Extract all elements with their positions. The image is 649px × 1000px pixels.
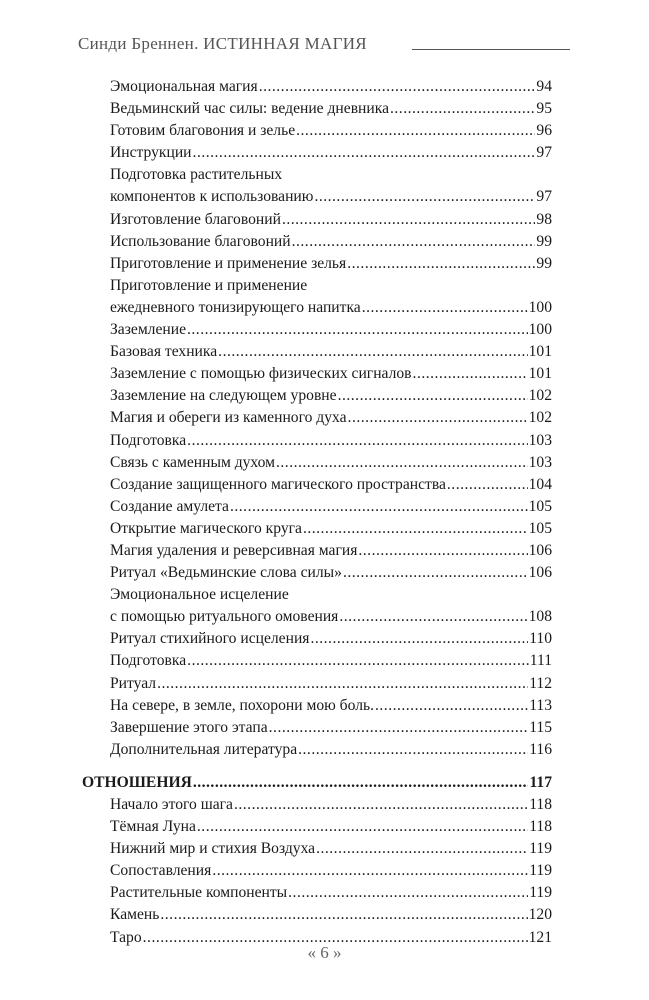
toc-entry-title: Готовим благовония и зелье <box>110 122 296 140</box>
toc-entry-page-number: 119 <box>529 862 552 880</box>
section-title: ОТНОШЕНИЯ <box>82 773 192 791</box>
toc-entry[interactable] <box>110 142 552 164</box>
toc-entry-title-line1: Эмоциональное исцеление <box>110 586 289 604</box>
dot-leader <box>193 142 536 164</box>
toc-entry[interactable] <box>110 474 552 496</box>
dot-leader <box>339 606 527 628</box>
toc-entry[interactable] <box>110 717 552 739</box>
toc-entry-page-number: 103 <box>528 453 552 471</box>
toc-entry[interactable] <box>110 650 552 672</box>
dot-leader <box>193 772 529 794</box>
toc-entry[interactable] <box>110 838 552 860</box>
toc-entry-page-number: 104 <box>528 475 552 493</box>
toc-entry-title: Открытие магического круга <box>110 519 302 537</box>
toc-entry[interactable] <box>110 407 552 429</box>
toc-entry-title: Создание защищенного магического пространства <box>110 475 446 493</box>
toc-entry[interactable] <box>110 816 552 838</box>
dot-leader <box>234 794 528 816</box>
dot-leader <box>310 628 528 650</box>
toc-entry-page-number: 97 <box>536 144 552 162</box>
toc-entry-title: Приготовление и применение зелья <box>110 254 347 272</box>
dot-leader <box>447 474 528 496</box>
dot-leader <box>230 496 528 518</box>
toc-entry-title: Камень <box>110 906 160 924</box>
toc-entry-title: Таро <box>110 928 142 946</box>
toc-entry-title: Подготовка <box>110 652 187 670</box>
toc-entries-part-1 <box>110 76 552 761</box>
toc-entry-title: Эмоциональная магия <box>110 78 258 95</box>
toc-entry-title: Растительные компоненты <box>110 884 288 902</box>
section-page-number: 117 <box>529 773 552 791</box>
toc-entry-title: Подготовка <box>110 431 187 449</box>
dot-leader <box>259 76 536 98</box>
running-header-title: Синди Бреннен. ИСТИННАЯ МАГИЯ <box>78 34 367 53</box>
toc-entry-title: Дополнительная литература <box>110 740 298 758</box>
dot-leader <box>218 341 527 363</box>
dot-leader <box>390 98 535 120</box>
toc-entry-page-number: 101 <box>528 365 552 383</box>
toc-entry-page-number: 119 <box>529 840 552 858</box>
toc-entry-title: Изготовление благовоний <box>110 210 281 228</box>
toc-entry-page-number: 102 <box>528 409 552 427</box>
toc-entry[interactable] <box>110 120 552 142</box>
toc-entry[interactable] <box>110 275 552 319</box>
toc-entry-title-line1: Подготовка растительных <box>110 166 283 184</box>
dot-leader <box>187 430 527 452</box>
toc-entry-page-number: 120 <box>528 906 552 924</box>
toc-entry-page-number: 94 <box>536 78 552 95</box>
dot-leader <box>187 319 528 341</box>
toc-entry[interactable] <box>110 628 552 650</box>
running-header <box>78 34 570 56</box>
toc-entry-title: с помощью ритуального омовения <box>110 608 339 626</box>
toc-entry-page-number: 108 <box>528 608 552 626</box>
toc-entry-title: Начало этого шага <box>110 796 233 813</box>
toc-entry[interactable] <box>110 209 552 231</box>
toc-entry-title: Создание амулета <box>110 497 229 515</box>
toc-entry-page-number: 100 <box>528 298 552 316</box>
dot-leader <box>348 407 528 429</box>
dot-leader <box>314 186 535 208</box>
toc-entry-page-number: 95 <box>536 100 552 118</box>
dot-leader <box>347 253 535 275</box>
toc-entry-title: Завершение этого этапа <box>110 718 268 736</box>
toc-entry[interactable] <box>110 518 552 540</box>
toc-entry[interactable] <box>110 673 552 695</box>
toc-entry-title: Ритуал стихийного исцеления <box>110 630 310 648</box>
toc-entry[interactable] <box>110 882 552 904</box>
toc-entry[interactable] <box>110 231 552 253</box>
toc-entry-title-line1: Приготовление и применение <box>110 276 308 294</box>
toc-entry-page-number: 110 <box>529 630 552 648</box>
dot-leader <box>212 860 528 882</box>
toc-entry[interactable] <box>110 253 552 275</box>
toc-entry-title: Ведьминский час силы: ведение дневника <box>110 100 390 118</box>
toc-entry[interactable] <box>110 452 552 474</box>
toc-entry[interactable] <box>110 496 552 518</box>
header-rule <box>412 49 570 50</box>
toc-entry[interactable] <box>110 739 552 761</box>
toc-entry-page-number: 97 <box>536 188 552 206</box>
toc-entry-title: Ритуал <box>110 674 157 692</box>
toc-entry-title: Тёмная Луна <box>110 818 196 836</box>
toc-entry-page-number: 116 <box>529 740 552 758</box>
dot-leader <box>157 673 528 695</box>
dot-leader <box>343 562 528 584</box>
toc-entry-page-number: 105 <box>528 497 552 515</box>
dot-leader <box>375 695 528 717</box>
dot-leader <box>292 231 536 253</box>
toc-entry-title: компонентов к использованию <box>110 188 314 206</box>
toc-entry-title: Инструкции <box>110 144 192 162</box>
toc-entry-page-number: 96 <box>536 122 552 140</box>
toc-entry-page-number: 113 <box>529 696 552 714</box>
toc-entry[interactable] <box>110 562 552 584</box>
dot-leader <box>358 540 527 562</box>
toc-entry-page-number: 100 <box>528 321 552 339</box>
dot-leader <box>316 838 528 860</box>
dot-leader <box>276 452 528 474</box>
toc-entry-title: Использование благовоний <box>110 232 291 250</box>
page-number: « 6 » <box>307 943 342 962</box>
dot-leader <box>362 297 528 319</box>
toc-entry[interactable] <box>110 76 552 98</box>
toc-entry[interactable] <box>110 904 552 926</box>
dot-leader <box>187 650 529 672</box>
toc-entry-page-number: 112 <box>529 674 552 692</box>
toc-entry-page-number: 118 <box>529 796 552 813</box>
toc-entry-title: Связь с каменным духом <box>110 453 276 471</box>
toc-entry-page-number: 103 <box>528 431 552 449</box>
dot-leader <box>160 904 527 926</box>
toc-entry-title: Магия и обереги из каменного духа <box>110 409 347 427</box>
toc-entry-page-number: 102 <box>528 387 552 405</box>
dot-leader <box>338 385 528 407</box>
toc-entry-page-number: 106 <box>528 564 552 582</box>
toc-entry-page-number: 115 <box>529 718 552 736</box>
dot-leader <box>269 717 529 739</box>
dot-leader <box>197 816 528 838</box>
toc-entry-title: Заземление на следующем уровне <box>110 387 337 405</box>
toc-entry-title: Ритуал «Ведьминские слова силы» <box>110 564 342 582</box>
toc-entry-title: Сопоставления <box>110 862 212 880</box>
toc-entry[interactable] <box>110 341 552 363</box>
toc-entry[interactable] <box>110 363 552 385</box>
toc-entry-page-number: 119 <box>529 884 552 902</box>
toc-entry-page-number: 106 <box>528 541 552 559</box>
toc-section-heading[interactable] <box>82 772 552 794</box>
toc-entry[interactable] <box>110 695 552 717</box>
toc-entry-page-number: 118 <box>529 818 552 836</box>
toc-entry-title: ежедневного тонизирующего напитка <box>110 298 361 316</box>
toc-entry[interactable] <box>110 164 552 208</box>
toc-entry[interactable] <box>110 98 552 120</box>
toc-entry-page-number: 121 <box>528 928 552 946</box>
dot-leader <box>282 209 535 231</box>
toc-entry[interactable] <box>110 540 552 562</box>
toc-entry-page-number: 99 <box>536 232 552 250</box>
toc-entry-title: Базовая техника <box>110 343 218 361</box>
toc-entry[interactable] <box>110 385 552 407</box>
toc-entry[interactable] <box>110 794 552 816</box>
toc-entry-page-number: 99 <box>536 254 552 272</box>
toc-entry[interactable] <box>110 430 552 452</box>
toc-entry-title: Нижний мир и стихия Воздуха <box>110 840 316 858</box>
toc-entry[interactable] <box>110 860 552 882</box>
toc-entry-title: Заземление с помощью физических сигналов <box>110 365 412 383</box>
dot-leader <box>303 518 528 540</box>
table-of-contents <box>82 76 552 949</box>
dot-leader <box>298 739 528 761</box>
toc-entry-title: На севере, в земле, похорони мою боль. <box>110 696 374 714</box>
dot-leader <box>296 120 535 142</box>
toc-entry-title: Магия удаления и реверсивная магия <box>110 541 358 559</box>
toc-entry-title: Заземление <box>110 321 186 339</box>
toc-entry[interactable] <box>110 584 552 628</box>
toc-entry-page-number: 111 <box>529 652 552 670</box>
toc-entry-page-number: 98 <box>536 210 552 228</box>
toc-entry[interactable] <box>110 319 552 341</box>
toc-entry-page-number: 105 <box>528 519 552 537</box>
dot-leader <box>288 882 528 904</box>
dot-leader <box>413 363 528 385</box>
toc-entries-part-2 <box>110 794 552 949</box>
toc-entry-page-number: 101 <box>528 343 552 361</box>
